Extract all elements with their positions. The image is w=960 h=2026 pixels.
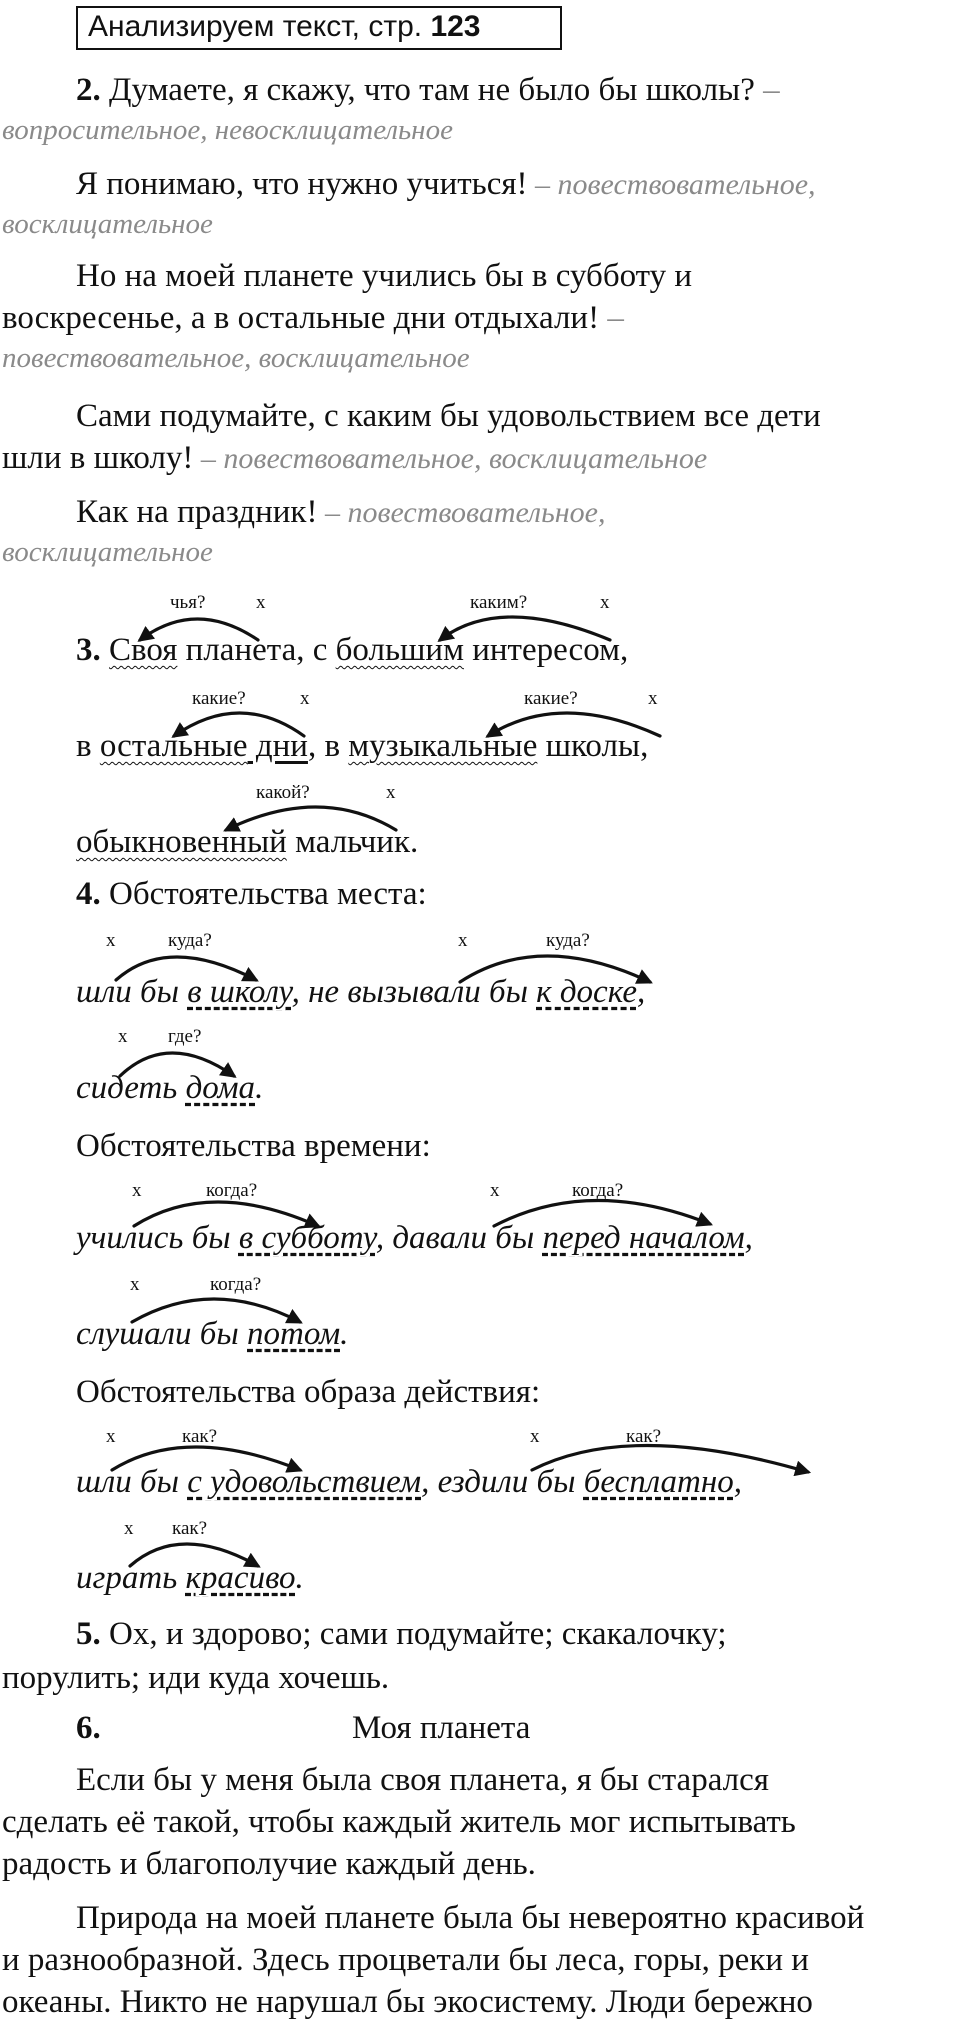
t4-x8: x	[530, 1426, 540, 1447]
t4-q9: как?	[172, 1518, 208, 1539]
task2-type2: восклицательное	[2, 208, 213, 240]
task6-title: Моя планета	[352, 1710, 531, 1746]
t3-q5: какой?	[256, 782, 310, 803]
t4-q3: где?	[168, 1026, 202, 1047]
t4-q5: когда?	[572, 1180, 624, 1201]
task2-sentence4-line1: Сами подумайте, с каким бы удовольствием все дети	[76, 398, 821, 434]
task2-sentence4-line2: шли в школу! – повествовательное, восклицательное	[2, 440, 708, 476]
task6-p2-line1: Природа на моей планете была бы невероятно красивой	[76, 1900, 865, 1936]
task3-line1: 3. Своя планета, с большим интересом,	[76, 632, 629, 668]
task2-sentence1: 2. Думаете, я скажу, что там не было бы школы? –	[76, 72, 780, 108]
arc-t4-7	[112, 1447, 300, 1470]
t4-q7: как?	[182, 1426, 218, 1447]
t3-x1: x	[256, 592, 266, 613]
t4-q4: когда?	[206, 1180, 258, 1201]
t3-q4: какие?	[524, 688, 578, 709]
t4-q1: куда?	[168, 930, 212, 951]
t4-x1: x	[106, 930, 116, 951]
arc-t4-9	[130, 1544, 258, 1566]
task4-manner-line1: шли бы с удовольствием, ездили бы бесплатно,	[76, 1464, 742, 1500]
t3-q3: какие?	[192, 688, 246, 709]
task2-sentence3-line1: Но на моей планете учились бы в субботу и	[76, 258, 693, 294]
t4-x5: x	[490, 1180, 500, 1201]
t3-x5: x	[386, 782, 396, 803]
task6-p1-line3: радость и благополучие каждый день.	[2, 1846, 536, 1882]
task4-time-line2: слушали бы потом.	[76, 1316, 349, 1352]
task4-time-heading: Обстоятельства времени:	[76, 1128, 431, 1164]
task5-line1: 5. Ох, и здорово; сами подумайте; скакалочку;	[76, 1616, 727, 1652]
t4-x7: x	[106, 1426, 116, 1447]
t4-x9: x	[124, 1518, 134, 1539]
task4-place-line2: сидеть дома.	[76, 1070, 264, 1106]
task4-manner-line2: играть красиво.	[76, 1560, 304, 1596]
t4-x6: x	[130, 1274, 140, 1295]
t4-x4: x	[132, 1180, 142, 1201]
task4-place-heading: 4. Обстоятельства места:	[76, 876, 427, 912]
arc-t4-3	[120, 1053, 234, 1076]
arc-t4-5	[494, 1200, 710, 1226]
task2-sentence3-line2: воскресенье, а в остальные дни отдыхали! –	[2, 300, 624, 336]
task3-line2: в остальные дни, в музыкальные школы,	[76, 728, 649, 764]
arc-t4-2	[460, 956, 650, 982]
t4-q2: куда?	[546, 930, 590, 951]
t3-x4: x	[648, 688, 658, 709]
task6-p2-line3: океаны. Никто не нарушал бы экосистему. Люди бережно	[2, 1984, 813, 2020]
t4-x3: x	[118, 1026, 128, 1047]
arc-t3-2	[440, 617, 610, 640]
task2-type1: вопросительное, невосклицательное	[2, 114, 453, 146]
task6-p1-line2: сделать её такой, чтобы каждый житель мог испытывать	[2, 1804, 796, 1840]
arc-t4-1	[116, 957, 256, 980]
t3-q2: каким?	[470, 592, 528, 613]
t3-x3: x	[300, 688, 310, 709]
arc-t3-5	[226, 807, 396, 830]
arc-t4-4	[134, 1202, 318, 1226]
arc-t3-4	[488, 713, 660, 736]
task5-line2: порулить; иди куда хочешь.	[2, 1660, 390, 1696]
task4-time-line1: учились бы в субботу, давали бы перед началом,	[76, 1220, 753, 1256]
task3-line3: обыкновенный мальчик.	[76, 824, 419, 860]
t4-q6: когда?	[210, 1274, 262, 1295]
task4-place-line1: шли бы в школу, не вызывали бы к доске,	[76, 974, 646, 1010]
header-title: Анализируем текст, стр. 123	[88, 10, 481, 43]
t3-q1: чья?	[170, 592, 206, 613]
task2-type5: восклицательное	[2, 536, 213, 568]
arc-t3-1	[140, 619, 258, 640]
t3-x2: x	[600, 592, 610, 613]
task6-p1-line1: Если бы у меня была своя планета, я бы старался	[76, 1762, 769, 1798]
arc-t4-6	[132, 1299, 300, 1322]
task2-sentence5: Как на праздник! – повествовательное,	[76, 494, 606, 530]
task6-num: 6.	[76, 1710, 101, 1746]
arc-t3-3	[174, 713, 304, 736]
t4-q8: как?	[626, 1426, 662, 1447]
task2-sentence2: Я понимаю, что нужно учиться! – повествовательное,	[76, 166, 816, 202]
task2-type3: повествовательное, восклицательное	[2, 342, 470, 374]
task4-manner-heading: Обстоятельства образа действия:	[76, 1374, 541, 1410]
t4-x2: x	[458, 930, 468, 951]
task6-p2-line2: и разнообразной. Здесь процветали бы леса, горы, реки и	[2, 1942, 809, 1978]
arc-t4-8	[532, 1445, 808, 1472]
